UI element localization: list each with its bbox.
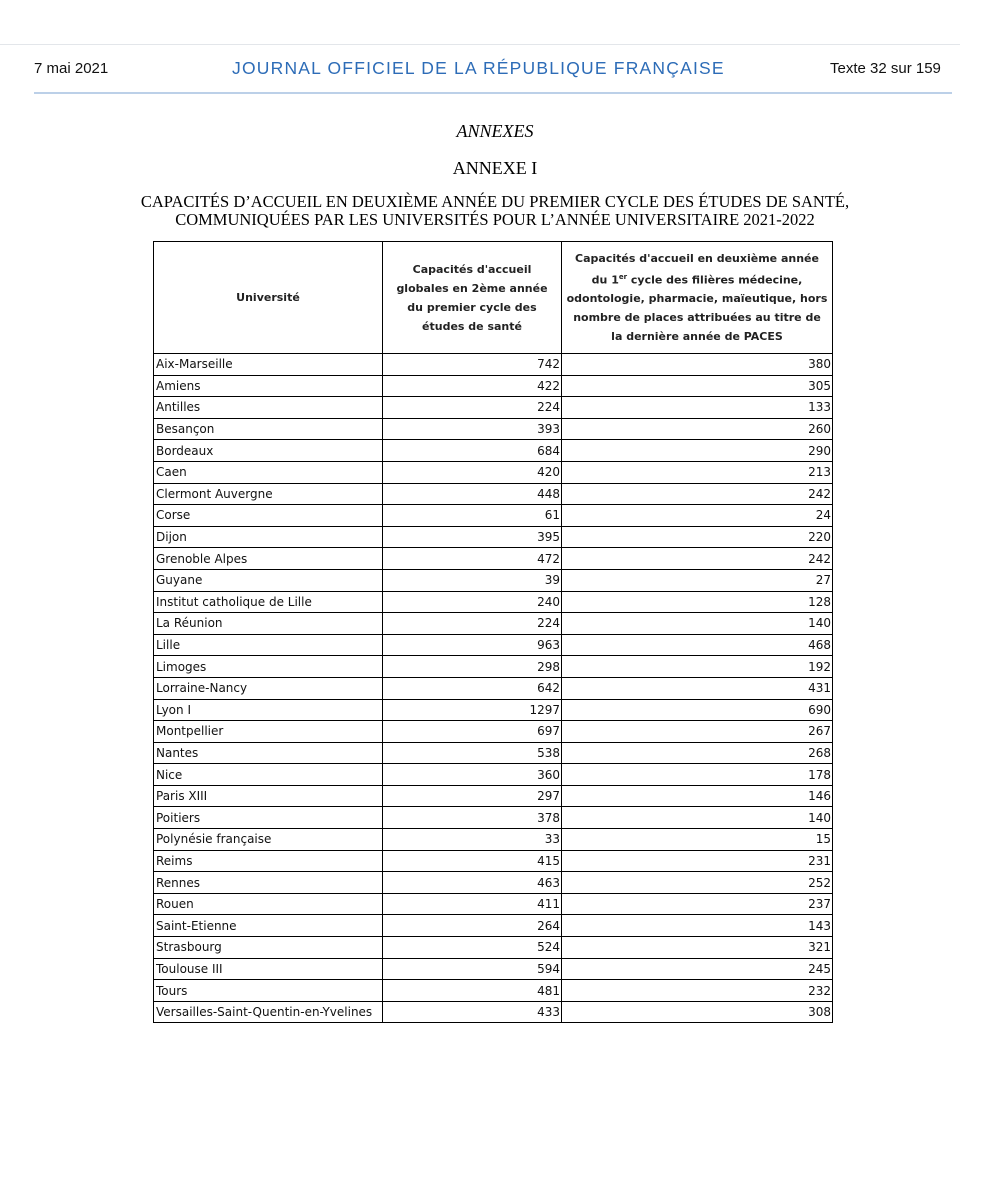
filieres-capacity-cell: 128 — [562, 591, 833, 613]
table-row — [154, 958, 833, 980]
filieres-capacity-cell: 24 — [562, 505, 833, 527]
table-row — [154, 807, 833, 829]
table-row — [154, 656, 833, 678]
column-header-global-text: Capacités d'accueil globales en 2ème année du premier cycle des études de santé — [396, 262, 548, 333]
global-capacity-cell: 297 — [383, 785, 562, 807]
global-capacity-cell: 395 — [383, 526, 562, 548]
table-row — [154, 1001, 833, 1023]
university-cell: Besançon — [154, 418, 383, 440]
document-title — [60, 193, 930, 229]
column-header-filieres-text-pre: Capacités d'accueil en deuxième année du 1 — [575, 251, 819, 287]
global-capacity-cell: 697 — [383, 721, 562, 743]
table-row — [154, 764, 833, 786]
filieres-capacity-cell: 245 — [562, 958, 833, 980]
filieres-capacity-cell: 146 — [562, 785, 833, 807]
filieres-capacity-cell: 231 — [562, 850, 833, 872]
table-row — [154, 375, 833, 397]
filieres-capacity-cell: 468 — [562, 634, 833, 656]
filieres-capacity-cell: 431 — [562, 677, 833, 699]
global-capacity-cell: 481 — [383, 980, 562, 1002]
table-row — [154, 440, 833, 462]
university-cell: Lille — [154, 634, 383, 656]
university-cell: Aix-Marseille — [154, 354, 383, 376]
university-cell: Limoges — [154, 656, 383, 678]
table-row — [154, 634, 833, 656]
university-cell: Tours — [154, 980, 383, 1002]
table-row — [154, 461, 833, 483]
global-capacity-cell: 264 — [383, 915, 562, 937]
filieres-capacity-cell: 237 — [562, 893, 833, 915]
university-cell: Rouen — [154, 893, 383, 915]
university-cell: Rennes — [154, 872, 383, 894]
filieres-capacity-cell: 140 — [562, 613, 833, 635]
table-row — [154, 829, 833, 851]
university-cell: Montpellier — [154, 721, 383, 743]
filieres-capacity-cell: 290 — [562, 440, 833, 462]
university-cell: Guyane — [154, 569, 383, 591]
filieres-capacity-cell: 178 — [562, 764, 833, 786]
filieres-capacity-cell: 252 — [562, 872, 833, 894]
filieres-capacity-cell: 268 — [562, 742, 833, 764]
filieres-capacity-cell: 308 — [562, 1001, 833, 1023]
global-capacity-cell: 538 — [383, 742, 562, 764]
filieres-capacity-cell: 133 — [562, 397, 833, 419]
university-cell: Lorraine-Nancy — [154, 677, 383, 699]
global-capacity-cell: 61 — [383, 505, 562, 527]
university-cell: Paris XIII — [154, 785, 383, 807]
column-header-filieres-capacity — [562, 242, 833, 354]
filieres-capacity-cell: 690 — [562, 699, 833, 721]
top-divider — [0, 44, 960, 45]
university-cell: Grenoble Alpes — [154, 548, 383, 570]
university-cell: Polynésie française — [154, 829, 383, 851]
table-row — [154, 397, 833, 419]
global-capacity-cell: 463 — [383, 872, 562, 894]
table-row — [154, 980, 833, 1002]
table-row — [154, 591, 833, 613]
table-row — [154, 872, 833, 894]
capacity-table — [153, 241, 833, 1023]
university-cell: Corse — [154, 505, 383, 527]
column-header-global-capacity — [383, 242, 562, 354]
filieres-capacity-cell: 380 — [562, 354, 833, 376]
filieres-capacity-cell: 192 — [562, 656, 833, 678]
global-capacity-cell: 448 — [383, 483, 562, 505]
table-row — [154, 354, 833, 376]
university-cell: Versailles-Saint-Quentin-en-Yvelines — [154, 1001, 383, 1023]
column-header-filieres-sup: er — [618, 272, 628, 281]
university-cell: Reims — [154, 850, 383, 872]
table-row — [154, 569, 833, 591]
annexes-heading: ANNEXES — [456, 121, 534, 141]
filieres-capacity-cell: 242 — [562, 548, 833, 570]
filieres-capacity-cell: 213 — [562, 461, 833, 483]
publication-date: 7 mai 2021 — [34, 60, 109, 77]
university-cell: Poitiers — [154, 807, 383, 829]
global-capacity-cell: 684 — [383, 440, 562, 462]
university-cell: Dijon — [154, 526, 383, 548]
document-title-line-2: COMMUNIQUÉES PAR LES UNIVERSITÉS POUR L’ANNÉE UNIVERSITAIRE 2021-2022 — [175, 210, 815, 229]
table-row — [154, 721, 833, 743]
university-cell: Lyon I — [154, 699, 383, 721]
global-capacity-cell: 39 — [383, 569, 562, 591]
table-row — [154, 893, 833, 915]
global-capacity-cell: 642 — [383, 677, 562, 699]
table-row — [154, 483, 833, 505]
global-capacity-cell: 224 — [383, 613, 562, 635]
global-capacity-cell: 1297 — [383, 699, 562, 721]
global-capacity-cell: 742 — [383, 354, 562, 376]
filieres-capacity-cell: 15 — [562, 829, 833, 851]
global-capacity-cell: 963 — [383, 634, 562, 656]
filieres-capacity-cell: 27 — [562, 569, 833, 591]
column-header-filieres-text-post: cycle des filières médecine, odontologie, pharmacie, maïeutique, hors nombre de places attribuées au titre de la dernière année de PACES — [566, 273, 828, 344]
university-cell: Institut catholique de Lille — [154, 591, 383, 613]
table-body — [154, 354, 833, 1023]
table-row — [154, 548, 833, 570]
global-capacity-cell: 594 — [383, 958, 562, 980]
global-capacity-cell: 411 — [383, 893, 562, 915]
university-cell: La Réunion — [154, 613, 383, 635]
global-capacity-cell: 472 — [383, 548, 562, 570]
filieres-capacity-cell: 220 — [562, 526, 833, 548]
table-row — [154, 937, 833, 959]
document-title-line-1: CAPACITÉS D’ACCUEIL EN DEUXIÈME ANNÉE DU PREMIER CYCLE DES ÉTUDES DE SANTÉ, — [140, 192, 850, 211]
text-number: Texte 32 sur 159 — [830, 60, 941, 77]
global-capacity-cell: 422 — [383, 375, 562, 397]
global-capacity-cell: 33 — [383, 829, 562, 851]
annexe-heading: ANNEXE I — [452, 158, 538, 178]
global-capacity-cell: 415 — [383, 850, 562, 872]
table-row — [154, 677, 833, 699]
university-cell: Toulouse III — [154, 958, 383, 980]
table-row — [154, 850, 833, 872]
global-capacity-cell: 433 — [383, 1001, 562, 1023]
header-divider — [34, 92, 952, 94]
column-header-university: Université — [154, 242, 383, 354]
filieres-capacity-cell: 232 — [562, 980, 833, 1002]
university-cell: Saint-Etienne — [154, 915, 383, 937]
filieres-capacity-cell: 321 — [562, 937, 833, 959]
university-cell: Clermont Auvergne — [154, 483, 383, 505]
university-cell: Nice — [154, 764, 383, 786]
global-capacity-cell: 360 — [383, 764, 562, 786]
global-capacity-cell: 240 — [383, 591, 562, 613]
table-row — [154, 742, 833, 764]
table-row — [154, 785, 833, 807]
filieres-capacity-cell: 140 — [562, 807, 833, 829]
table-row — [154, 613, 833, 635]
global-capacity-cell: 524 — [383, 937, 562, 959]
table-row — [154, 505, 833, 527]
filieres-capacity-cell: 305 — [562, 375, 833, 397]
global-capacity-cell: 420 — [383, 461, 562, 483]
university-cell: Amiens — [154, 375, 383, 397]
table-row — [154, 526, 833, 548]
university-cell: Bordeaux — [154, 440, 383, 462]
global-capacity-cell: 378 — [383, 807, 562, 829]
journal-header — [0, 58, 990, 82]
university-cell: Nantes — [154, 742, 383, 764]
global-capacity-cell: 224 — [383, 397, 562, 419]
table-row — [154, 699, 833, 721]
university-cell: Caen — [154, 461, 383, 483]
table-row — [154, 418, 833, 440]
filieres-capacity-cell: 260 — [562, 418, 833, 440]
table-header-row — [154, 242, 833, 354]
journal-title: JOURNAL OFFICIEL DE LA RÉPUBLIQUE FRANÇAISE — [232, 58, 725, 78]
filieres-capacity-cell: 143 — [562, 915, 833, 937]
global-capacity-cell: 393 — [383, 418, 562, 440]
filieres-capacity-cell: 267 — [562, 721, 833, 743]
table-row — [154, 915, 833, 937]
university-cell: Strasbourg — [154, 937, 383, 959]
global-capacity-cell: 298 — [383, 656, 562, 678]
university-cell: Antilles — [154, 397, 383, 419]
filieres-capacity-cell: 242 — [562, 483, 833, 505]
